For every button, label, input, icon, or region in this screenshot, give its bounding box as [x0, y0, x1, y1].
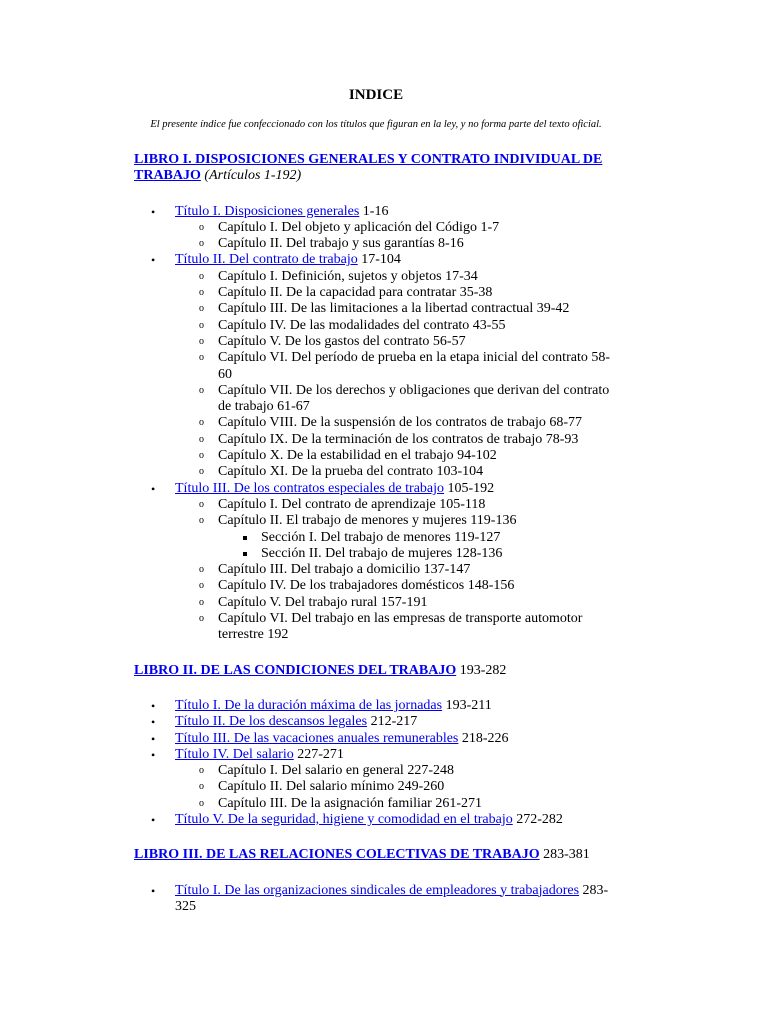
capitulo-text: Capítulo IV. De las modalidades del contrato 43-55 [218, 317, 506, 333]
capitulo-item [134, 236, 618, 252]
capitulo-list [175, 269, 618, 481]
libro-link[interactable]: LIBRO II. DE LAS CONDICIONES DEL TRABAJO [134, 662, 457, 678]
capitulo-list [175, 763, 618, 812]
capitulo-text: Capítulo I. Definición, sujetos y objetos 17-34 [218, 268, 478, 284]
capitulo-item [134, 464, 618, 480]
titulo-range: 105-192 [447, 480, 495, 496]
titulo-range: 272-282 [516, 811, 563, 827]
capitulo-item [134, 796, 618, 812]
capitulo-text: Capítulo VI. Del período de prueba en la etapa inicial del contrato 58-60 [218, 350, 610, 382]
capitulo-item [134, 611, 618, 644]
titulo-link[interactable]: Título II. De los descansos legales [175, 714, 368, 730]
libro-range: 283-381 [543, 847, 590, 863]
capitulo-item [134, 383, 618, 416]
capitulo-text: Capítulo I. Del salario en general 227-248 [218, 763, 454, 779]
capitulo-text: Capítulo III. Del trabajo a domicilio 137-147 [218, 562, 471, 578]
capitulo-item [134, 301, 618, 317]
capitulo-text: Capítulo IX. De la terminación de los contratos de trabajo 78-93 [218, 431, 579, 447]
titulo-range: 1-16 [362, 203, 389, 219]
titulo-item [134, 204, 618, 253]
titulo-list [134, 698, 618, 828]
titulo-item [134, 812, 618, 828]
titulo-link[interactable]: Título I. De las organizaciones sindicales de empleadores y trabajadores [175, 882, 580, 898]
titulo-link[interactable]: Título III. De los contratos especiales de trabajo [175, 480, 445, 496]
capitulo-text: Capítulo I. Del contrato de aprendizaje 105-118 [218, 496, 486, 512]
titulo-range: 283-325 [175, 882, 609, 914]
libro-range: 193-282 [459, 662, 507, 678]
capitulo-item [134, 415, 618, 431]
capitulo-text: Capítulo VI. Del trabajo en las empresas de transporte automotor terrestre 192 [218, 611, 583, 643]
capitulo-item [134, 779, 618, 795]
libro-articles: (Artículos 1-192) [204, 168, 302, 184]
capitulo-item [134, 763, 618, 779]
capitulo-item [134, 318, 618, 334]
capitulo-list [175, 220, 618, 253]
capitulo-item [134, 350, 618, 383]
capitulo-item [134, 578, 618, 594]
titulo-item [134, 481, 618, 644]
titulo-list [134, 883, 618, 916]
titulo-item [134, 252, 618, 480]
titulo-item [134, 698, 618, 714]
titulo-range: 193-211 [445, 697, 492, 713]
capitulo-text: Capítulo VIII. De la suspensión de los contratos de trabajo 68-77 [218, 415, 583, 431]
titulo-link[interactable]: Título III. De las vacaciones anuales remunerables [175, 730, 459, 746]
capitulo-text: Capítulo II. Del salario mínimo 249-260 [218, 779, 445, 795]
capitulo-text: Capítulo II. Del trabajo y sus garantías 8-16 [218, 236, 464, 252]
capitulo-text: Capítulo III. De las limitaciones a la libertad contractual 39-42 [218, 301, 570, 317]
capitulo-text: Capítulo V. Del trabajo rural 157-191 [218, 594, 428, 610]
capitulo-item [134, 513, 618, 562]
capitulo-item [134, 562, 618, 578]
capitulo-text: Capítulo IV. De los trabajadores domésticos 148-156 [218, 578, 515, 594]
capitulo-item [134, 285, 618, 301]
capitulo-text: Capítulo I. Del objeto y aplicación del Código 1-7 [218, 219, 500, 235]
titulo-link[interactable]: Título II. Del contrato de trabajo [175, 252, 358, 268]
seccion-list [218, 530, 618, 563]
capitulo-item [134, 220, 618, 236]
titulo-link[interactable]: Título I. De la duración máxima de las jornadas [175, 697, 443, 713]
titulo-item [134, 747, 618, 812]
capitulo-item [134, 432, 618, 448]
capitulo-text: Capítulo II. El trabajo de menores y mujeres 119-136 [218, 513, 517, 529]
seccion-item: Sección II. Del trabajo de mujeres 128-136 [134, 546, 618, 562]
capitulo-item [134, 269, 618, 285]
titulo-link[interactable]: Título V. De la seguridad, higiene y comodidad en el trabajo [175, 811, 513, 827]
titulo-item [134, 731, 618, 747]
capitulo-text: Capítulo II. De la capacidad para contratar 35-38 [218, 285, 493, 301]
seccion-item: Sección I. Del trabajo de menores 119-127 [134, 530, 618, 546]
disclaimer-note: El presente índice fue confeccionado con los títulos que figuran en la ley, y no forma parte del texto oficial. [150, 119, 602, 130]
capitulo-text: Capítulo X. De la estabilidad en el trabajo 94-102 [218, 448, 497, 464]
capitulo-text: Capítulo V. De los gastos del contrato 56-57 [218, 333, 466, 349]
libro-heading [134, 663, 618, 679]
titulo-link[interactable]: Título I. Disposiciones generales [175, 203, 360, 219]
capitulo-text: Capítulo VII. De los derechos y obligaciones que derivan del contrato de trabajo 61-67 [218, 382, 610, 415]
table-of-contents [134, 152, 618, 915]
titulo-range: 218-226 [461, 730, 509, 746]
capitulo-item [134, 595, 618, 611]
titulo-item [134, 883, 618, 916]
page-title: INDICE [348, 87, 404, 103]
titulo-range: 212-217 [370, 714, 418, 730]
titulo-range: 227-271 [297, 746, 344, 762]
capitulo-text: Capítulo XI. De la prueba del contrato 103-104 [218, 464, 484, 480]
capitulo-item [134, 497, 618, 513]
titulo-range: 17-104 [361, 252, 401, 268]
libro-heading [134, 152, 618, 185]
capitulo-text: Capítulo III. De la asignación familiar 261-271 [218, 795, 482, 811]
titulo-link[interactable]: Título IV. Del salario [175, 746, 294, 762]
titulo-list [134, 204, 618, 644]
capitulo-item [134, 448, 618, 464]
libro-heading [134, 847, 618, 863]
capitulo-item [134, 334, 618, 350]
titulo-item [134, 714, 618, 730]
libro-link[interactable]: LIBRO III. DE LAS RELACIONES COLECTIVAS DE TRABAJO [134, 847, 540, 863]
capitulo-list [175, 497, 618, 644]
libro-link[interactable]: LIBRO I. DISPOSICIONES GENERALES Y CONTRATO INDIVIDUAL DE TRABAJO [134, 152, 603, 184]
document-page [134, 82, 618, 934]
